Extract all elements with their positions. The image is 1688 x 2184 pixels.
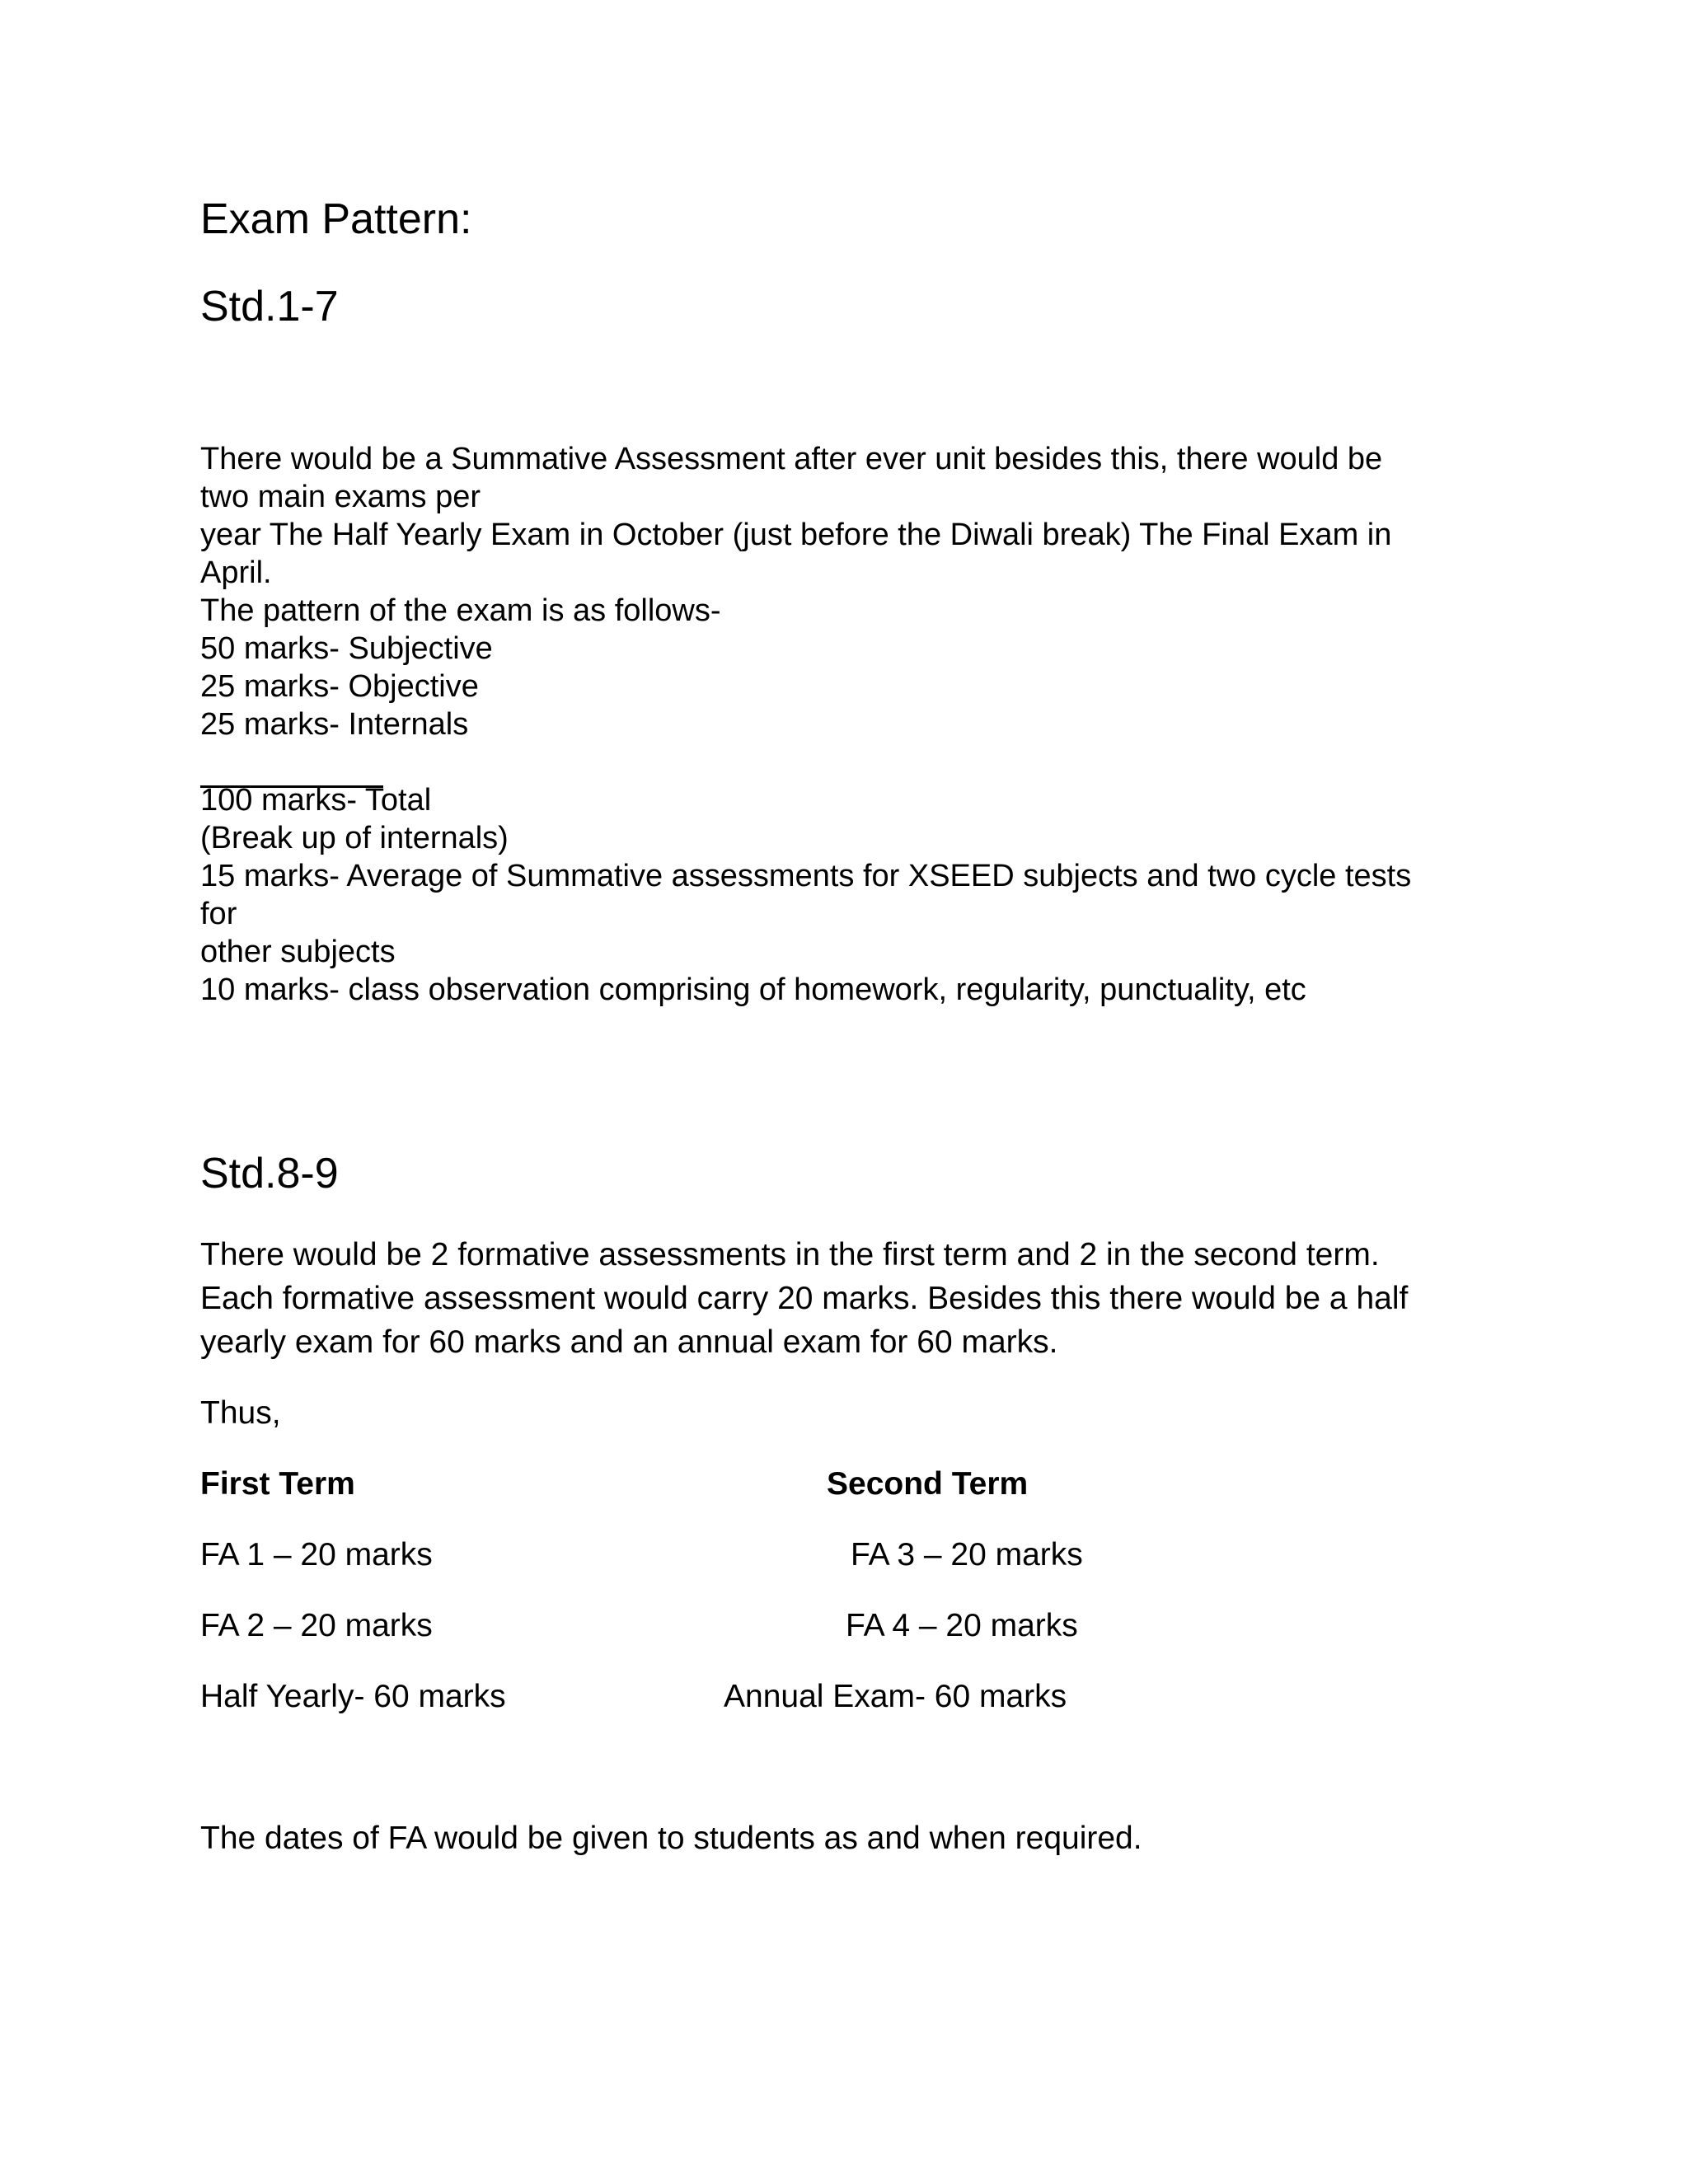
fa1-marks: FA 1 – 20 marks <box>200 1537 433 1572</box>
annual-exam-marks: Annual Exam- 60 marks <box>724 1679 1067 1714</box>
closing-note: The dates of FA would be given to students as and when required. <box>200 1821 1142 1856</box>
internals-line-1: 15 marks- Average of Summative assessments for XSEED subjects and two cycle tests <box>200 859 1412 893</box>
internals-line-3: other subjects <box>200 935 396 969</box>
section2-para-line-1: There would be 2 formative assessments in the first term and 2 in the second term. <box>200 1237 1380 1272</box>
fa2-marks: FA 2 – 20 marks <box>200 1608 433 1643</box>
section2-para-line-3: yearly exam for 60 marks and an annual exam for 60 marks. <box>200 1324 1058 1360</box>
marks-objective: 25 marks- Objective <box>200 669 479 704</box>
page-title: Exam Pattern: <box>200 195 472 243</box>
marks-internals: 25 marks- Internals <box>200 707 469 742</box>
section1-line-4: April. <box>200 555 272 590</box>
internals-breakup-label: (Break up of internals) <box>200 821 509 855</box>
second-term-heading: Second Term <box>827 1466 1029 1502</box>
section1-line-1: There would be a Summative Assessment after ever unit besides this, there would be <box>200 442 1383 476</box>
half-yearly-marks: Half Yearly- 60 marks <box>200 1679 506 1714</box>
section-heading-std-1-7: Std.1-7 <box>200 283 339 330</box>
fa3-marks: FA 3 – 20 marks <box>851 1537 1083 1572</box>
section2-para-line-2: Each formative assessment would carry 20 marks. Besides this there would be a half <box>200 1281 1409 1316</box>
thus-label: Thus, <box>200 1395 281 1431</box>
section1-line-5: The pattern of the exam is as follows- <box>200 593 721 628</box>
section-heading-std-8-9: Std.8-9 <box>200 1150 339 1197</box>
fa4-marks: FA 4 – 20 marks <box>846 1608 1078 1643</box>
internals-line-2: for <box>200 897 237 931</box>
section1-line-2: two main exams per <box>200 480 481 514</box>
section1-line-3: year The Half Yearly Exam in October (just before the Diwali break) The Final Exam in <box>200 518 1392 552</box>
marks-total: 100 marks- Total <box>200 783 432 818</box>
marks-subjective: 50 marks- Subjective <box>200 631 493 666</box>
internals-line-4: 10 marks- class observation comprising of homework, regularity, punctuality, etc <box>200 972 1306 1007</box>
first-term-heading: First Term <box>200 1466 355 1502</box>
